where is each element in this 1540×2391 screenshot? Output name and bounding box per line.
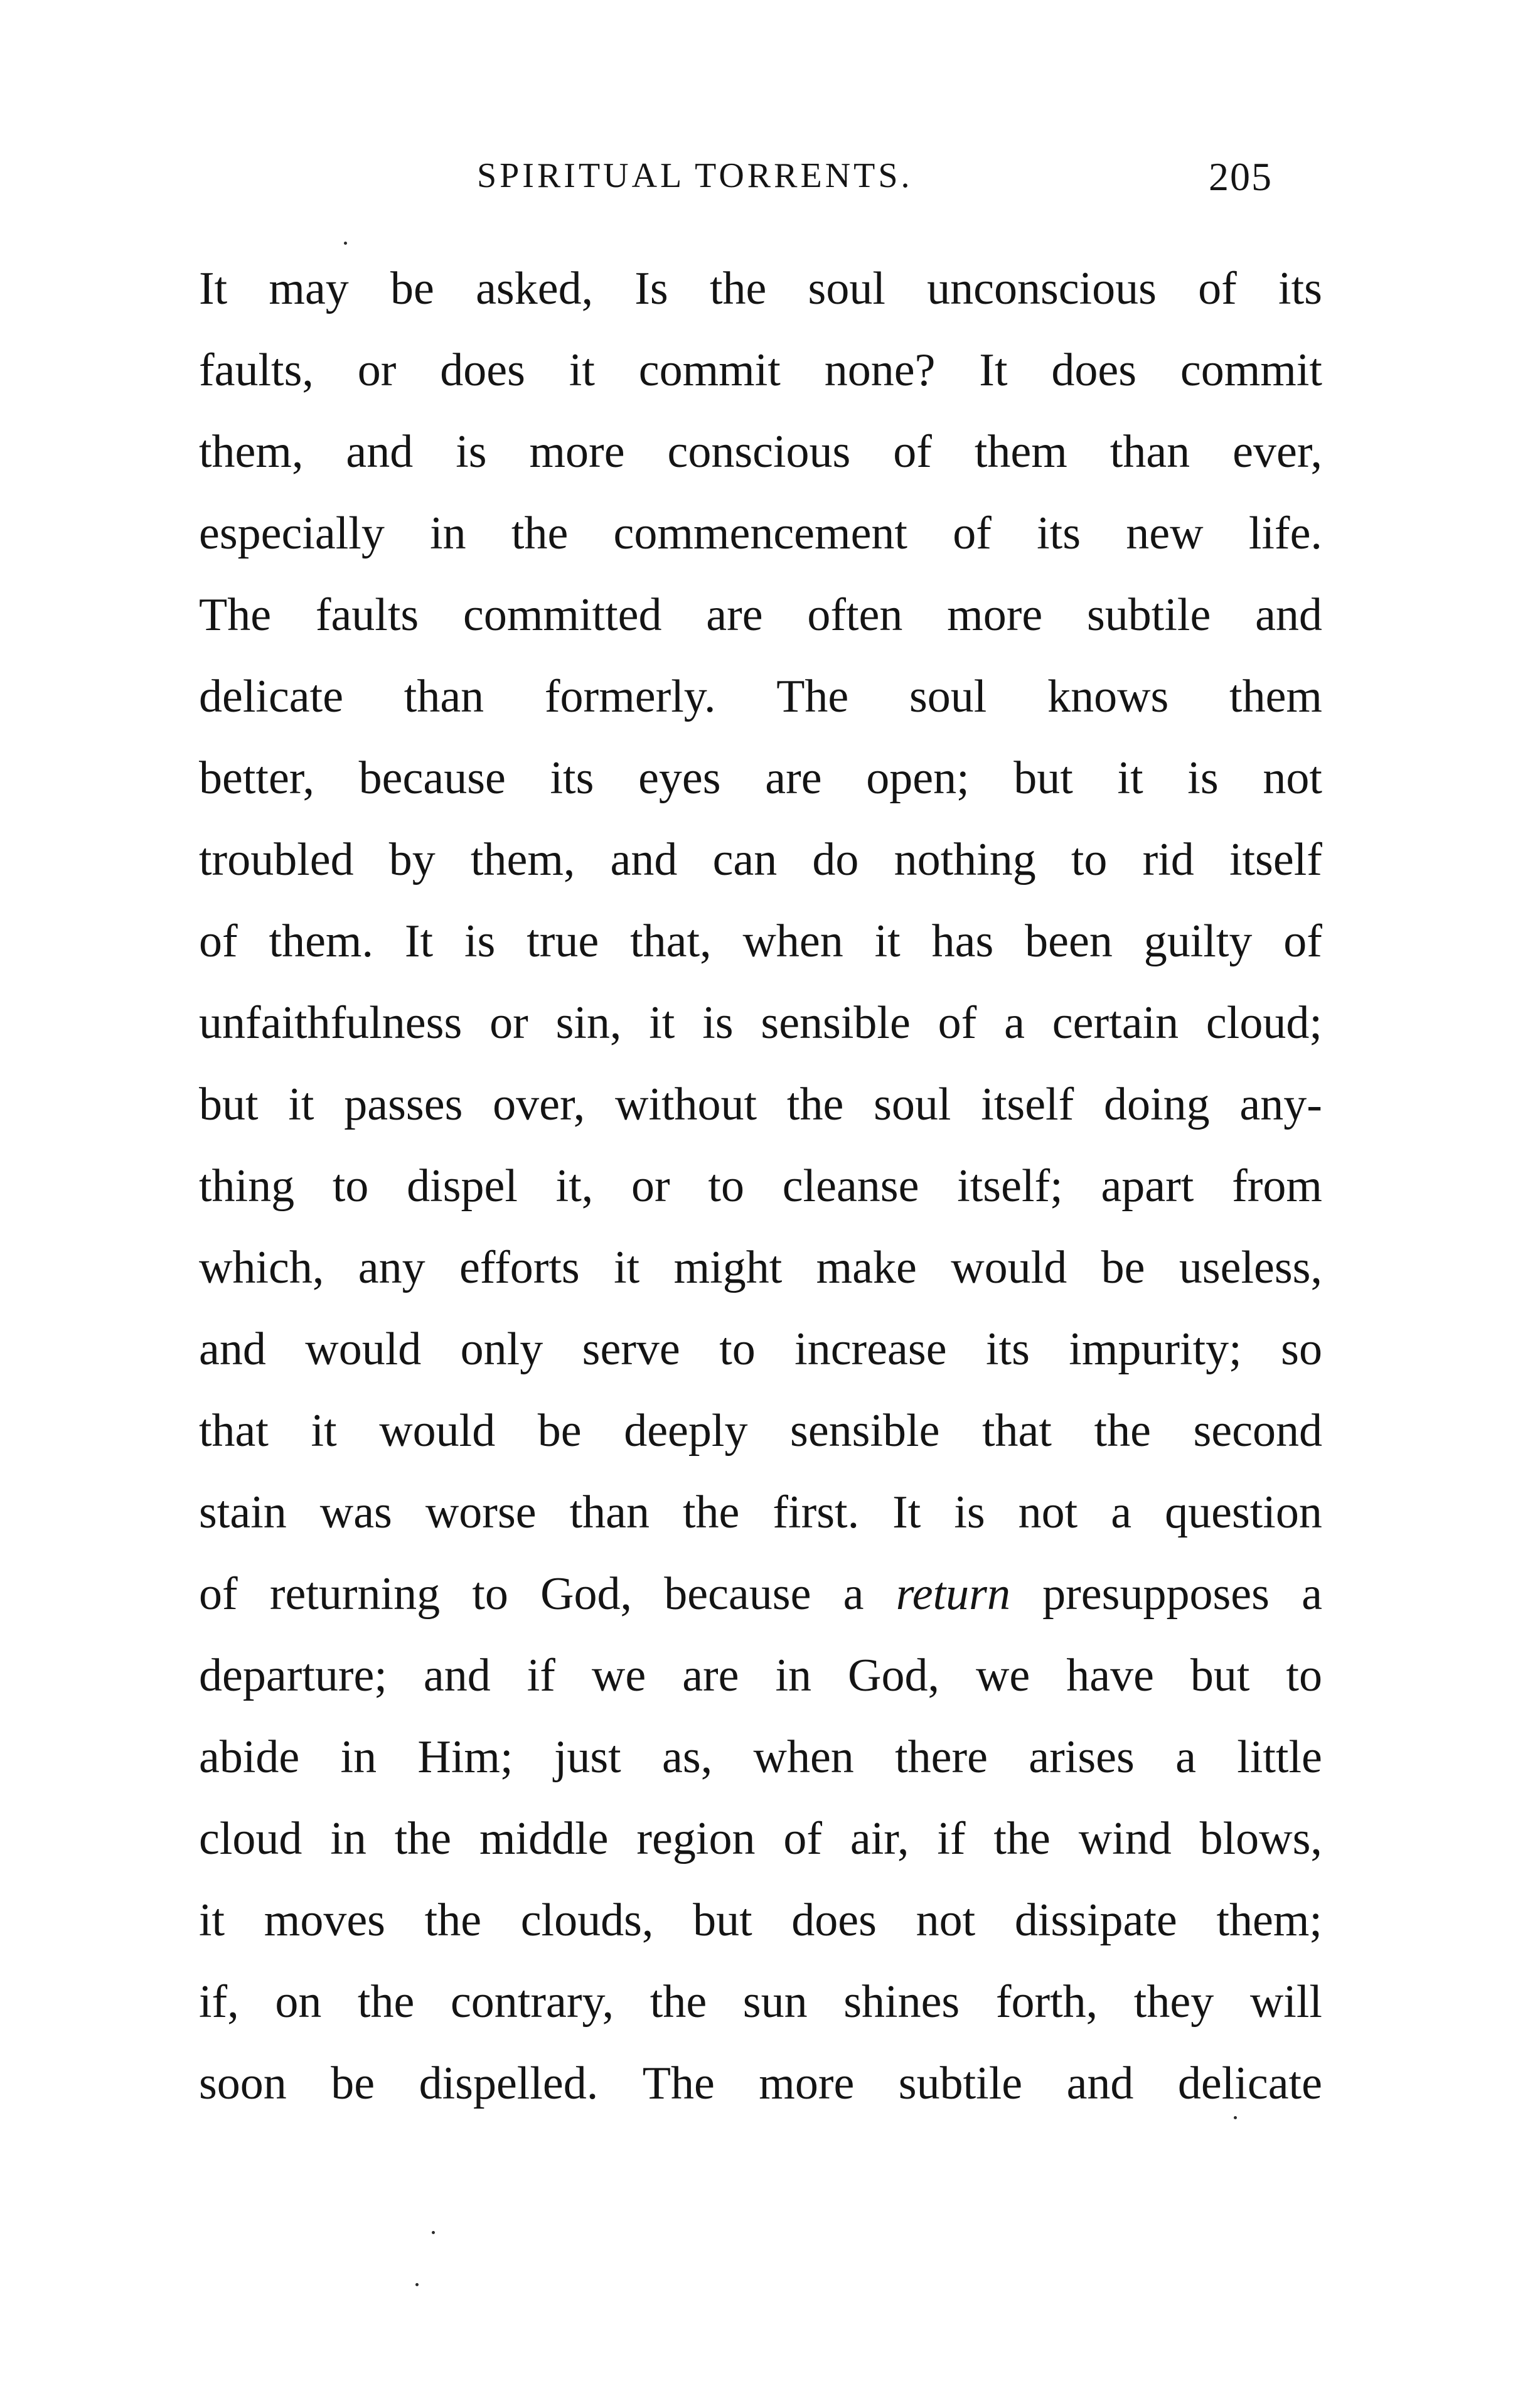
- word: unfaithfulness: [199, 997, 463, 1049]
- word: and: [199, 1324, 266, 1375]
- word: second: [1193, 1405, 1322, 1457]
- word: does: [1051, 345, 1137, 396]
- word: life.: [1248, 508, 1322, 559]
- word: impurity;: [1069, 1324, 1242, 1375]
- text-line: [199, 901, 1322, 982]
- word: them;: [1216, 1895, 1322, 1946]
- body-text: [199, 248, 1322, 2124]
- word: little: [1237, 1731, 1322, 1783]
- word: commencement: [613, 508, 907, 559]
- word: be: [331, 2058, 375, 2109]
- word: God,: [848, 1650, 939, 1701]
- scan-speck: [432, 2231, 435, 2234]
- text-line: [199, 1472, 1322, 1553]
- text-line: [199, 493, 1322, 574]
- word: to: [1071, 834, 1108, 885]
- text-line: [199, 1064, 1322, 1145]
- word: more: [529, 426, 625, 478]
- word: the: [357, 1976, 415, 2028]
- word: than: [569, 1487, 650, 1538]
- word: its: [550, 752, 594, 804]
- word: of: [199, 1568, 238, 1620]
- word: because: [358, 752, 506, 804]
- word: delicate: [199, 671, 344, 722]
- word: serve: [582, 1324, 680, 1375]
- word: apart: [1101, 1160, 1194, 1212]
- word: air,: [850, 1813, 909, 1864]
- italic-word: return: [896, 1568, 1010, 1620]
- word: the: [683, 1487, 740, 1538]
- word: not: [1263, 752, 1322, 804]
- word: nothing: [894, 834, 1036, 885]
- word: just: [553, 1731, 621, 1783]
- word: so: [1281, 1324, 1322, 1375]
- word: but: [1190, 1650, 1250, 1701]
- word: which,: [199, 1242, 324, 1293]
- word: better,: [199, 752, 314, 804]
- word: clouds,: [520, 1895, 654, 1946]
- word: them,: [199, 426, 304, 478]
- word: can: [712, 834, 778, 885]
- word: soul: [909, 671, 987, 722]
- word: does: [791, 1895, 877, 1946]
- word: that: [981, 1405, 1052, 1457]
- text-line: [199, 1716, 1322, 1798]
- word: it: [614, 1242, 640, 1293]
- word: worse: [425, 1487, 537, 1538]
- word: by: [388, 834, 436, 885]
- word: if,: [199, 1976, 239, 2028]
- word: any: [358, 1242, 425, 1293]
- word: may: [269, 263, 349, 314]
- word: itself: [981, 1079, 1074, 1130]
- word: unconscious: [927, 263, 1157, 314]
- word: be: [537, 1405, 582, 1457]
- word: there: [895, 1731, 988, 1783]
- word: faults: [315, 589, 419, 641]
- word: we: [591, 1650, 646, 1701]
- word: in: [430, 508, 466, 559]
- word: a: [1111, 1487, 1132, 1538]
- word: It: [199, 263, 228, 314]
- text-line: [199, 411, 1322, 493]
- word: cloud;: [1206, 997, 1322, 1049]
- word: it: [311, 1405, 337, 1457]
- word: ever,: [1233, 426, 1322, 478]
- word: doing: [1104, 1079, 1210, 1130]
- word: be: [1101, 1242, 1145, 1293]
- word: a: [1175, 1731, 1196, 1783]
- word: contrary,: [450, 1976, 614, 2028]
- word: on: [275, 1976, 322, 2028]
- word: any-: [1239, 1079, 1322, 1130]
- word: it: [649, 997, 675, 1049]
- word: have: [1066, 1650, 1154, 1701]
- word: it: [199, 1895, 225, 1946]
- word: to: [332, 1160, 369, 1212]
- word: in: [775, 1650, 812, 1701]
- word: not: [1018, 1487, 1078, 1538]
- word: formerly.: [544, 671, 716, 722]
- word: dispel: [407, 1160, 518, 1212]
- word: committed: [463, 589, 662, 641]
- word: useless,: [1179, 1242, 1322, 1293]
- word: dispelled.: [419, 2058, 599, 2109]
- word: itself: [1229, 834, 1322, 885]
- word: presupposes: [1042, 1568, 1270, 1620]
- word: the: [424, 1895, 482, 1946]
- word: are: [682, 1650, 739, 1701]
- word: blows,: [1199, 1813, 1322, 1864]
- word: them: [1229, 671, 1322, 722]
- word: when: [753, 1731, 854, 1783]
- word: are: [765, 752, 822, 804]
- word: them: [974, 426, 1067, 478]
- text-line: [199, 1145, 1322, 1227]
- word: of: [1198, 263, 1237, 314]
- word: would: [379, 1405, 496, 1457]
- word: of: [1283, 916, 1322, 967]
- text-line: [199, 1227, 1322, 1308]
- word: we: [975, 1650, 1030, 1701]
- text-line: [199, 248, 1322, 329]
- word: and: [423, 1650, 491, 1701]
- word: more: [947, 589, 1043, 641]
- word: will: [1249, 1976, 1322, 2028]
- text-line: [199, 1635, 1322, 1716]
- word: faults,: [199, 345, 314, 396]
- word: eyes: [638, 752, 721, 804]
- word: Him;: [417, 1731, 513, 1783]
- word: sun: [742, 1976, 808, 2028]
- word: or: [489, 997, 528, 1049]
- word: it: [1117, 752, 1143, 804]
- word: them.: [269, 916, 373, 967]
- word: It: [979, 345, 1008, 396]
- word: of: [953, 508, 992, 559]
- page-number: 205: [1209, 154, 1273, 199]
- word: it: [874, 916, 901, 967]
- word: it: [288, 1079, 314, 1130]
- word: asked,: [476, 263, 594, 314]
- word: from: [1232, 1160, 1322, 1212]
- text-line: [199, 1553, 1322, 1635]
- text-line: [199, 1798, 1322, 1880]
- word: over,: [493, 1079, 586, 1130]
- word: when: [742, 916, 843, 967]
- word: region: [636, 1813, 756, 1864]
- word: commit: [638, 345, 781, 396]
- word: forth,: [995, 1976, 1098, 2028]
- word: would: [305, 1324, 422, 1375]
- word: The: [199, 589, 272, 641]
- word: moves: [264, 1895, 385, 1946]
- word: efforts: [459, 1242, 580, 1293]
- word: soul: [874, 1079, 951, 1130]
- word: departure;: [199, 1650, 387, 1701]
- word: in: [330, 1813, 366, 1864]
- word: none?: [824, 345, 936, 396]
- word: of: [893, 426, 932, 478]
- word: the: [709, 263, 767, 314]
- word: abide: [199, 1731, 300, 1783]
- text-line: [199, 1880, 1322, 1961]
- word: soul: [808, 263, 885, 314]
- word: especially: [199, 508, 385, 559]
- word: new: [1126, 508, 1204, 559]
- scan-speck: [344, 242, 347, 245]
- word: if: [937, 1813, 966, 1864]
- word: as,: [662, 1731, 713, 1783]
- word: do: [812, 834, 859, 885]
- word: often: [807, 589, 903, 641]
- word: but: [693, 1895, 752, 1946]
- word: but: [1013, 752, 1073, 804]
- word: and: [610, 834, 678, 885]
- text-line: [199, 819, 1322, 901]
- word: would: [951, 1242, 1067, 1293]
- word: is: [702, 997, 734, 1049]
- word: increase: [794, 1324, 947, 1375]
- word: the: [993, 1813, 1051, 1864]
- word: that: [199, 1405, 269, 1457]
- word: was: [319, 1487, 392, 1538]
- word: its: [1037, 508, 1081, 559]
- word: deeply: [624, 1405, 748, 1457]
- word: certain: [1052, 997, 1179, 1049]
- text-line: [199, 574, 1322, 656]
- word: if: [527, 1650, 555, 1701]
- word: because: [664, 1568, 811, 1620]
- word: make: [816, 1242, 917, 1293]
- word: soon: [199, 2058, 287, 2109]
- word: cloud: [199, 1813, 302, 1864]
- word: its: [985, 1324, 1030, 1375]
- word: It: [892, 1487, 921, 1538]
- word: Is: [634, 263, 668, 314]
- word: stain: [199, 1487, 287, 1538]
- running-title: SPIRITUAL TORRENTS.: [477, 156, 913, 195]
- word: it: [569, 345, 595, 396]
- word: knows: [1047, 671, 1169, 722]
- scan-speck: [1234, 2116, 1237, 2119]
- word: and: [346, 426, 414, 478]
- text-line: [199, 329, 1322, 411]
- word: dissipate: [1014, 1895, 1177, 1946]
- word: of: [199, 916, 238, 967]
- word: delicate: [1177, 2058, 1322, 2109]
- word: the: [1094, 1405, 1151, 1457]
- word: without: [615, 1079, 757, 1130]
- word: God,: [540, 1568, 633, 1620]
- word: subtile: [898, 2058, 1023, 2109]
- word: is: [456, 426, 487, 478]
- word: sensible: [790, 1405, 940, 1457]
- word: its: [1278, 263, 1322, 314]
- text-line: [199, 656, 1322, 737]
- word: returning: [269, 1568, 441, 1620]
- word: than: [404, 671, 484, 722]
- word: is: [954, 1487, 985, 1538]
- word: they: [1133, 1976, 1214, 2028]
- word: question: [1165, 1487, 1322, 1538]
- word: itself;: [957, 1160, 1063, 1212]
- word: to: [1286, 1650, 1322, 1701]
- word: to: [719, 1324, 756, 1375]
- scan-speck: [415, 2283, 419, 2286]
- text-line: [199, 982, 1322, 1064]
- word: is: [464, 916, 496, 967]
- word: in: [340, 1731, 377, 1783]
- word: than: [1110, 426, 1190, 478]
- word: It: [404, 916, 434, 967]
- word: might: [673, 1242, 783, 1293]
- word: to: [472, 1568, 508, 1620]
- word: and: [1066, 2058, 1134, 2109]
- word: passes: [344, 1079, 463, 1130]
- word: but: [199, 1079, 259, 1130]
- word: open;: [866, 752, 970, 804]
- word: only: [460, 1324, 543, 1375]
- text-line: [199, 1308, 1322, 1390]
- word: it,: [555, 1160, 594, 1212]
- word: shines: [843, 1976, 960, 2028]
- word: that,: [630, 916, 712, 967]
- word: a: [1004, 997, 1025, 1049]
- word: the: [511, 508, 569, 559]
- word: rid: [1142, 834, 1194, 885]
- word: true: [527, 916, 599, 967]
- word: are: [706, 589, 763, 641]
- word: or: [357, 345, 397, 396]
- word: The: [642, 2058, 715, 2109]
- word: has: [931, 916, 994, 967]
- word: sensible: [761, 997, 911, 1049]
- word: the: [394, 1813, 452, 1864]
- word: The: [776, 671, 849, 722]
- word: wind: [1078, 1813, 1172, 1864]
- word: be: [390, 263, 434, 314]
- word: a: [843, 1568, 864, 1620]
- word: more: [759, 2058, 855, 2109]
- word: is: [1187, 752, 1219, 804]
- word: arises: [1029, 1731, 1135, 1783]
- word: commit: [1180, 345, 1322, 396]
- text-line: [199, 1390, 1322, 1472]
- word: subtile: [1086, 589, 1211, 641]
- word: not: [916, 1895, 976, 1946]
- word: been: [1025, 916, 1113, 967]
- word: conscious: [667, 426, 851, 478]
- word: and: [1255, 589, 1322, 641]
- word: a: [1302, 1568, 1322, 1620]
- word: troubled: [199, 834, 354, 885]
- text-line: [199, 2043, 1322, 2124]
- word: the: [650, 1976, 707, 2028]
- word: to: [708, 1160, 744, 1212]
- word: them,: [470, 834, 575, 885]
- word: of: [938, 997, 977, 1049]
- word: or: [631, 1160, 670, 1212]
- word: middle: [479, 1813, 609, 1864]
- word: cleanse: [782, 1160, 919, 1212]
- word: first.: [773, 1487, 860, 1538]
- word: does: [440, 345, 525, 396]
- word: the: [786, 1079, 844, 1130]
- word: sin,: [555, 997, 622, 1049]
- word: thing: [199, 1160, 295, 1212]
- text-line: [199, 737, 1322, 819]
- text-line: [199, 1961, 1322, 2043]
- word: guilty: [1143, 916, 1253, 967]
- word: of: [783, 1813, 822, 1864]
